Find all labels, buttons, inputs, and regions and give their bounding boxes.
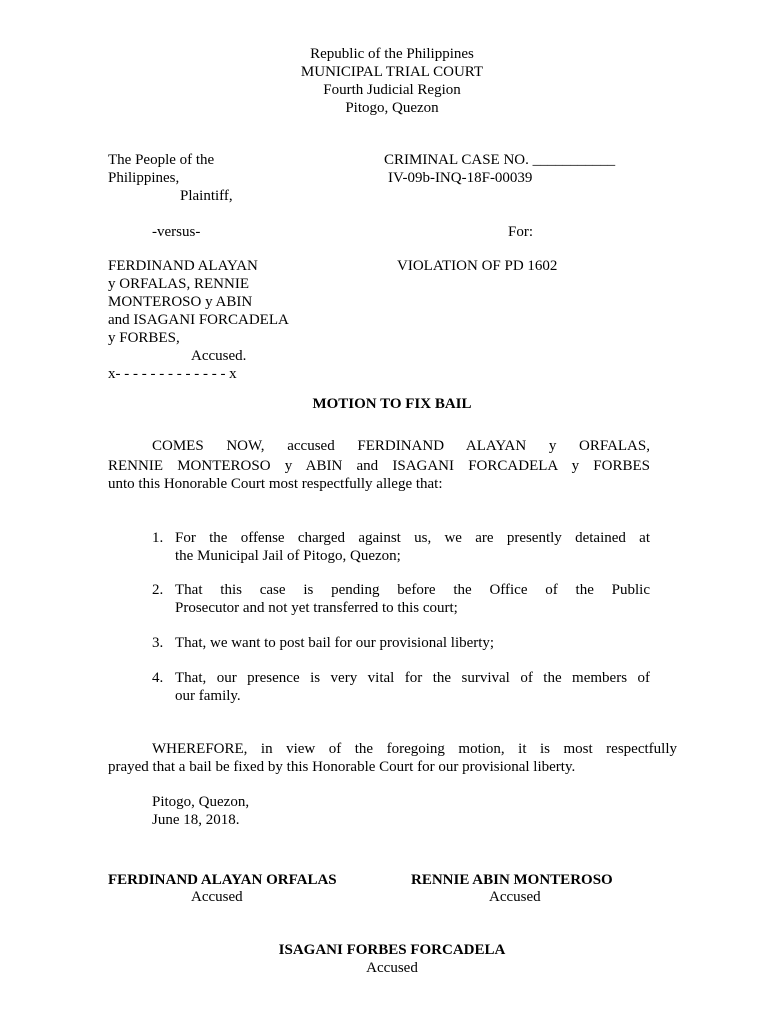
accused-line-4: and ISAGANI FORCADELA (108, 312, 289, 328)
intro-line-1: COMES NOW, accused FERDINAND ALAYAN y ORFALAS, (152, 438, 650, 454)
signatory-2-role: Accused (489, 889, 541, 905)
place-label: Pitogo, Quezon, (152, 794, 250, 810)
header-court: MUNICIPAL TRIAL COURT (300, 64, 484, 80)
violation-label: VIOLATION OF PD 1602 (397, 258, 558, 274)
accused-line-1: FERDINAND ALAYAN (108, 258, 258, 274)
accused-line-5: y FORBES, (108, 330, 180, 346)
allegation-4-line-1: That, our presence is very vital for the survival of the members of (175, 670, 650, 686)
plaintiff-role: Plaintiff, (180, 188, 233, 204)
case-number-label: CRIMINAL CASE NO. ___________ (384, 152, 616, 168)
allegation-1-line-1: For the offense charged against us, we are presently detained at (175, 530, 650, 546)
signatory-2-name: RENNIE ABIN MONTEROSO (411, 872, 613, 888)
intro-line-2: RENNIE MONTEROSO y ABIN and ISAGANI FORCADELA y FORBES (108, 458, 650, 474)
prayer-line-1: WHEREFORE, in view of the foregoing motion, it is most respectfully (152, 741, 677, 757)
versus-label: -versus- (152, 224, 201, 240)
allegation-1-number: 1. (152, 530, 164, 546)
header-region: Fourth Judicial Region (323, 82, 461, 98)
allegation-2-number: 2. (152, 582, 164, 598)
allegation-4-line-2: our family. (175, 688, 241, 704)
allegation-3-number: 3. (152, 635, 164, 651)
allegation-3-line-1: That, we want to post bail for our provisional liberty; (175, 635, 495, 651)
signatory-3-role: Accused (366, 960, 418, 976)
plaintiff-line-2: Philippines, (108, 170, 180, 186)
accused-line-3: MONTEROSO y ABIN (108, 294, 253, 310)
intro-line-3: unto this Honorable Court most respectfully allege that: (108, 476, 443, 492)
allegation-4-number: 4. (152, 670, 164, 686)
caption-separator: x- - - - - - - - - - - - - x (108, 366, 237, 382)
for-label: For: (508, 224, 534, 240)
plaintiff-line-1: The People of the (108, 152, 215, 168)
date-label: June 18, 2018. (152, 812, 240, 828)
accused-role: Accused. (191, 348, 247, 364)
motion-title: MOTION TO FIX BAIL (312, 396, 472, 412)
signatory-3-name: ISAGANI FORBES FORCADELA (278, 942, 506, 958)
allegation-1-line-2: the Municipal Jail of Pitogo, Quezon; (175, 548, 401, 564)
accused-line-2: y ORFALAS, RENNIE (108, 276, 249, 292)
allegation-2-line-1: That this case is pending before the Office of the Public (175, 582, 650, 598)
signatory-1-role: Accused (191, 889, 243, 905)
allegation-2-line-2: Prosecutor and not yet transferred to this court; (175, 600, 458, 616)
case-number: IV-09b-INQ-18F-00039 (388, 170, 533, 186)
header-republic: Republic of the Philippines (310, 46, 474, 62)
prayer-line-2: prayed that a bail be fixed by this Honorable Court for our provisional liberty. (108, 759, 576, 775)
header-location: Pitogo, Quezon (345, 100, 439, 116)
signatory-1-name: FERDINAND ALAYAN ORFALAS (108, 872, 337, 888)
